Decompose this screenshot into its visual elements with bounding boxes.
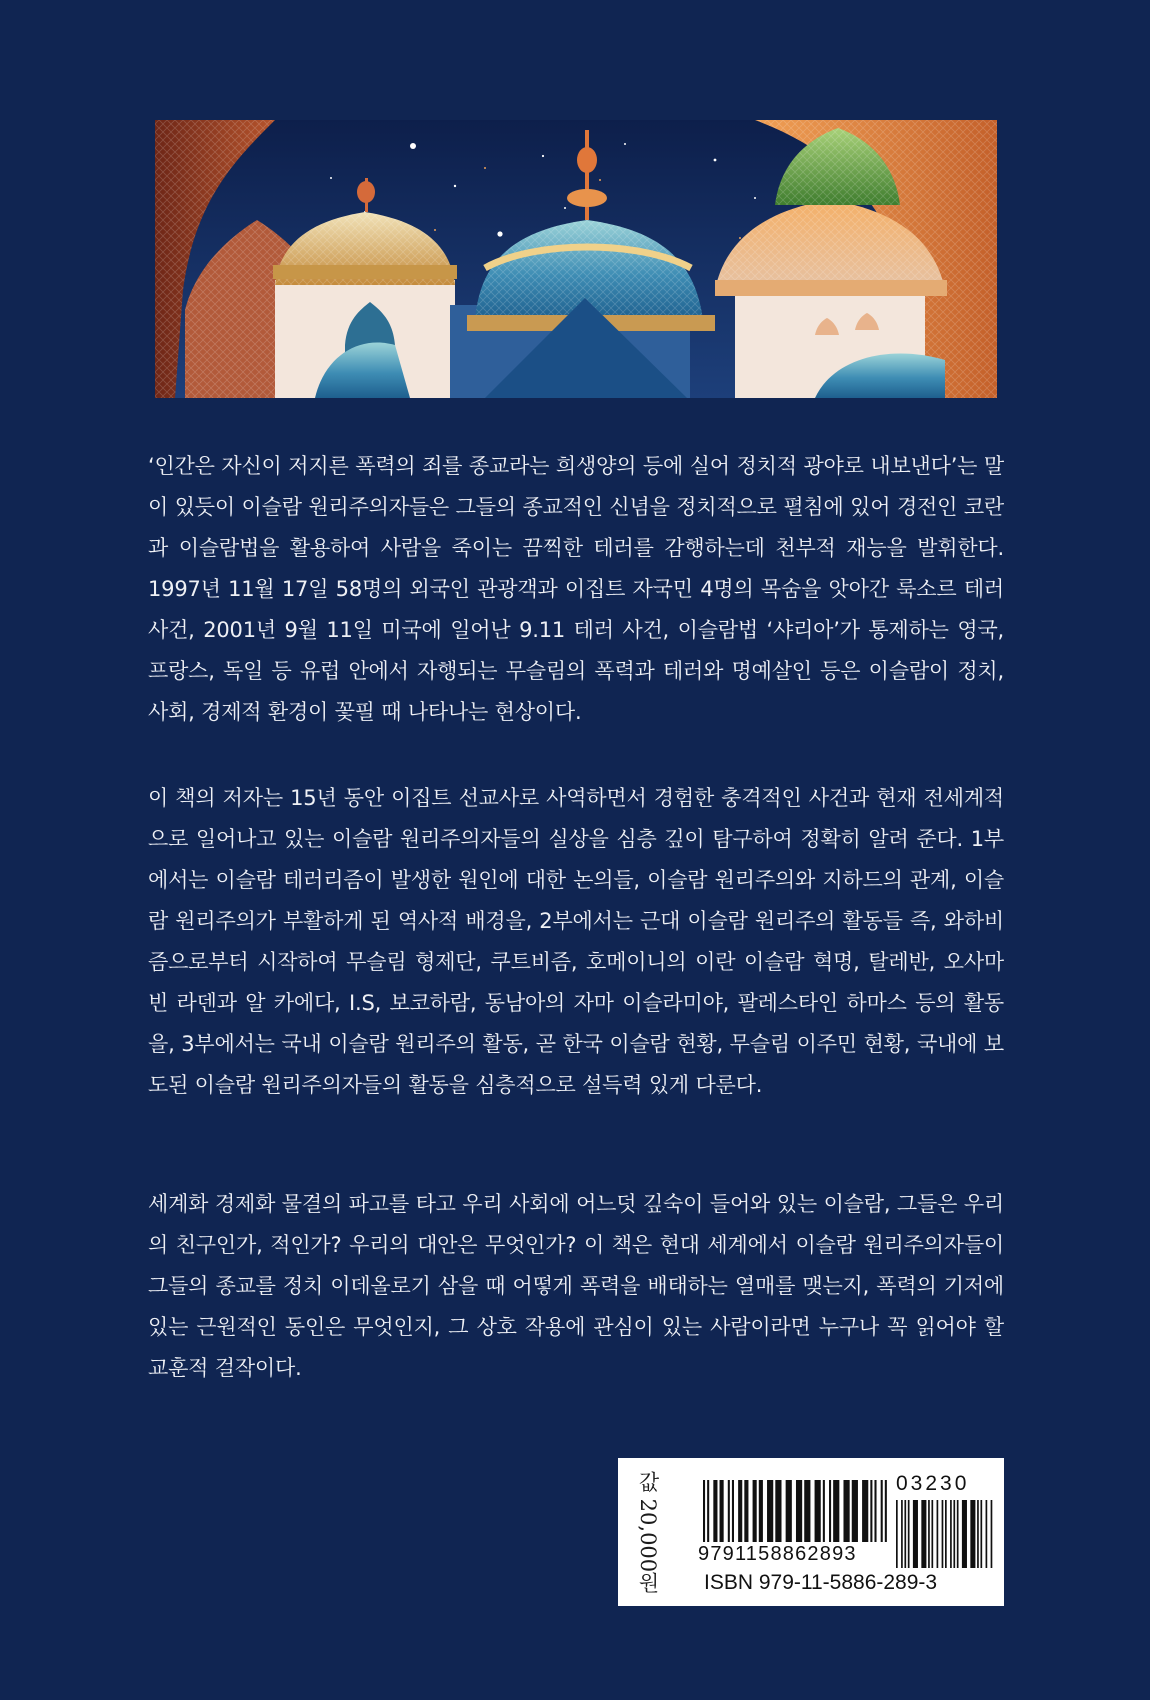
barcode-bar <box>767 1480 773 1542</box>
barcode-bar <box>970 1500 975 1568</box>
barcode-bar <box>759 1480 763 1542</box>
barcode-bar <box>753 1480 757 1542</box>
barcode-bar <box>904 1500 906 1568</box>
barcode-bar <box>728 1480 730 1542</box>
description-paragraph-3: 세계화 경제화 물결의 파고를 타고 우리 사회에 어느덧 깊숙이 들어와 있는 이슬람, 그들은 우리의 친구인가, 적인가? 우리의 대안은 무엇인가? 이 책은 현대 세계에서 이슬람 원리주의자들이 그들의 종교를 정치 이데올로기 삼을 때 어떻게 폭력을 배태하는 열매를 맺는지, 폭력의 기저에 있는 근원적인 동인은 무엇인지, 그 상호 작용에 관심이 있는 사람이라면 누구나 꼭 읽어야 할 교훈적 걸작이다. <box>148 1192 1004 1380</box>
barcode-bar <box>945 1500 947 1568</box>
barcode-bar <box>796 1480 802 1542</box>
barcode-bar <box>962 1500 967 1568</box>
addon-barcode <box>896 1500 994 1568</box>
barcode-bar <box>913 1500 918 1568</box>
barcode-bar <box>977 1500 979 1568</box>
barcode-bar <box>921 1500 926 1568</box>
barcode-bar <box>829 1480 831 1542</box>
barcode-bar <box>744 1480 748 1542</box>
barcode-bar <box>703 1480 705 1542</box>
barcode-bar <box>870 1480 872 1542</box>
barcode-bar <box>862 1480 868 1542</box>
barcode-bar <box>804 1480 810 1542</box>
price-label: 값 20,000원 <box>636 1470 660 1594</box>
barcode-bar <box>786 1480 792 1542</box>
barcode-bar <box>874 1480 876 1542</box>
barcode-bar <box>937 1500 939 1568</box>
barcode-bar <box>942 1500 944 1568</box>
barcode-addon-number: 03230 <box>896 1472 970 1495</box>
mosque-domes-illustration <box>155 120 997 398</box>
barcode-bar <box>991 1500 993 1568</box>
barcode-bar <box>901 1500 903 1568</box>
isbn-number: ISBN 979-11-5886-289-3 <box>704 1571 938 1594</box>
description-paragraph-1: ‘인간은 자신이 저지른 폭력의 죄를 종교라는 희생양의 등에 실어 정치적 광야로 내보낸다’는 말이 있듯이 이슬람 원리주의자들은 그들의 종교적인 신념을 정치적으로 펼침에 있어 경전인 코란과 이슬람법을 활용하여 사람을 죽이는 끔찍한 테러를 감행하는데 천부적 재능을 발휘한다. 1997년 11월 17일 58명의 외국인 관광객과 이집트 자국민 4명의 목숨을 앗아간 룩소르 테러 사건, 2001년 9월 11일 미국에 일어난 9.11 테러 사건, 이슬람법 ‘샤리아’가 통제하는 영국, 프랑스, 독일 등 유럽 안에서 자행되는 무슬림의 폭력과 테러와 명예살인 등은 이슬람이 정치, 사회, 경제적 환경이 꽃필 때 나타나는 현상이다. <box>148 454 1004 724</box>
barcode-bar <box>720 1480 724 1542</box>
barcode-label <box>618 1458 1004 1606</box>
barcode-bar <box>833 1480 839 1542</box>
barcode-bar <box>815 1480 821 1542</box>
barcode-bar <box>986 1500 988 1568</box>
barcode-bar <box>823 1480 825 1542</box>
barcode-bar <box>980 1500 982 1568</box>
barcode-bar <box>732 1480 734 1542</box>
barcode-bar <box>908 1500 910 1568</box>
barcode-bar <box>738 1480 742 1542</box>
ean-barcode <box>703 1480 891 1542</box>
barcode-bar <box>881 1480 883 1542</box>
barcode-bar <box>775 1480 781 1542</box>
barcode-bar <box>713 1480 717 1542</box>
barcode-bar <box>950 1500 952 1568</box>
barcode-bar <box>953 1500 955 1568</box>
barcode-bar <box>957 1500 959 1568</box>
description-paragraph-2: 이 책의 저자는 15년 동안 이집트 선교사로 사역하면서 경험한 충격적인 사건과 현재 전세계적으로 일어나고 있는 이슬람 원리주의자들의 실상을 심층 깊이 탐구하여 정확히 알려 준다. 1부에서는 이슬람 테러리즘이 발생한 원인에 대한 논의들, 이슬람 원리주의와 지하드의 관계, 이슬람 원리주의가 부활하게 된 역사적 배경을, 2부에서는 근대 이슬람 원리주의 활동들 즉, 와하비즘으로부터 시작하여 무슬림 형제단, 쿠트비즘, 호메이니의 이란 이슬람 혁명, 탈레반, 오사마 빈 라덴과 알 카에다, I.S, 보코하람, 동남아의 자마 이슬라미야, 팔레스타인 하마스 등의 활동을, 3부에서는 국내 이슬람 원리주의 활동, 곧 한국 이슬람 현황, 무슬림 이주민 현황, 국내에 보도된 이슬람 원리주의자들의 활동을 심층적으로 설득력 있게 다룬다. <box>148 786 1004 1097</box>
barcode-bar <box>928 1500 930 1568</box>
barcode-bar <box>885 1480 887 1542</box>
barcode-ean-number: 9791158862893 <box>698 1543 857 1565</box>
barcode-bar <box>852 1480 858 1542</box>
barcode-bar <box>931 1500 933 1568</box>
barcode-bar <box>707 1480 709 1542</box>
barcode-bar <box>843 1480 849 1542</box>
